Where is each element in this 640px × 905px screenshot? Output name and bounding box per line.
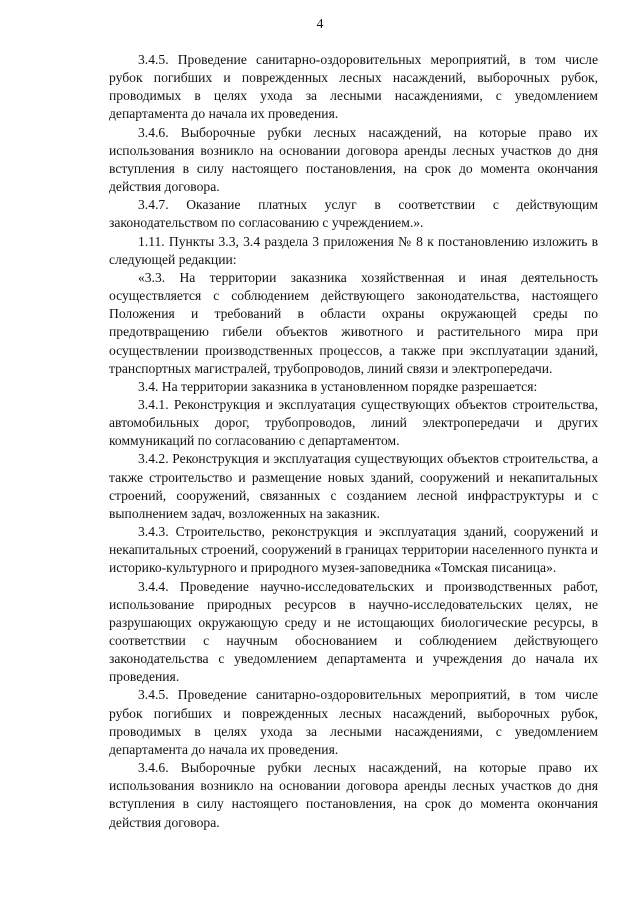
paragraph-1-11: 1.11. Пункты 3.3, 3.4 раздела 3 приложения № 8 к постановлению изложить в следующей редакции: <box>109 233 598 267</box>
paragraph-3-4-3: 3.4.3. Строительство, реконструкция и эксплуатация зданий, сооружений и некапитальных строений, сооружений в границах территории населенного пункта и историко-культурного и природного музея-заповедника «Томская писаница». <box>109 524 598 576</box>
paragraph-3-4-5-repeat: 3.4.5. Проведение санитарно-оздоровительных мероприятий, в том числе рубок погибших и поврежденных лесных насаждений, выборочных рубок, проводимых в целях ухода за лесными насаждениями, с уведомлением департамента до начала их проведения. <box>109 687 598 757</box>
paragraph-3-4-1: 3.4.1. Реконструкция и эксплуатация существующих объектов строительства, автомобильных дорог, трубопроводов, линий электропередачи и других коммуникаций по согласованию с департаментом. <box>109 396 598 449</box>
paragraph-3-4: 3.4. На территории заказника в установленном порядке разрешается: <box>138 378 538 394</box>
paragraph-3-3: «3.3. На территории заказника хозяйственная и иная деятельность осуществляется с соблюдением действующего законодательства, настоящего Положения и требований в области охраны окружающей среды по предотвращению гибели объектов животного и растительного мира при осуществлении производственных процессов, а также при эксплуатации зданий, транспортных магистралей, трубопроводов, линий связи и электропередачи. <box>109 269 598 376</box>
paragraph-3-4-6-repeat: 3.4.6. Выборочные рубки лесных насаждений, на которые право их использования возникло на основании договора аренды лесных участков до дня вступления в силу настоящего постановления, на срок до момента окончания действия договора. <box>109 760 598 830</box>
document-body <box>109 51 598 832</box>
paragraph-3-4-2: 3.4.2. Реконструкция и эксплуатация существующих объектов строительства, а также строительство и размещение новых зданий, сооружений и некапитальных строений, сооружений, связанных с созданием лесной инфраструктуры и с выполнением задач, возложенных на заказник. <box>109 451 598 521</box>
paragraph-3-4-7: 3.4.7. Оказание платных услуг в соответствии с действующим законодательством по согласованию с учреждением.». <box>109 197 598 231</box>
paragraph-3-4-4: 3.4.4. Проведение научно-исследовательских и производственных работ, использование природных ресурсов в научно-исследовательских целях, не разрушающих окружающую среду и не истощающих биологические ресурсы, в соответствии с научным обоснованием и соблюдением действующего законодательства с уведомлением департамента и учреждения до начала их проведения. <box>109 578 598 685</box>
paragraph-3-4-6: 3.4.6. Выборочные рубки лесных насаждений, на которые право их использования возникло на основании договора аренды лесных участков до дня вступления в силу настоящего постановления, на срок до момента окончания действия договора. <box>109 124 598 195</box>
paragraph-3-4-5: 3.4.5. Проведение санитарно-оздоровительных мероприятий, в том числе рубок погибших и поврежденных лесных насаждений, выборочных рубок, проводимых в целях ухода за лесными насаждениями, с уведомлением департамента до начала их проведения. <box>109 52 598 122</box>
page-number: 4 <box>316 16 324 31</box>
